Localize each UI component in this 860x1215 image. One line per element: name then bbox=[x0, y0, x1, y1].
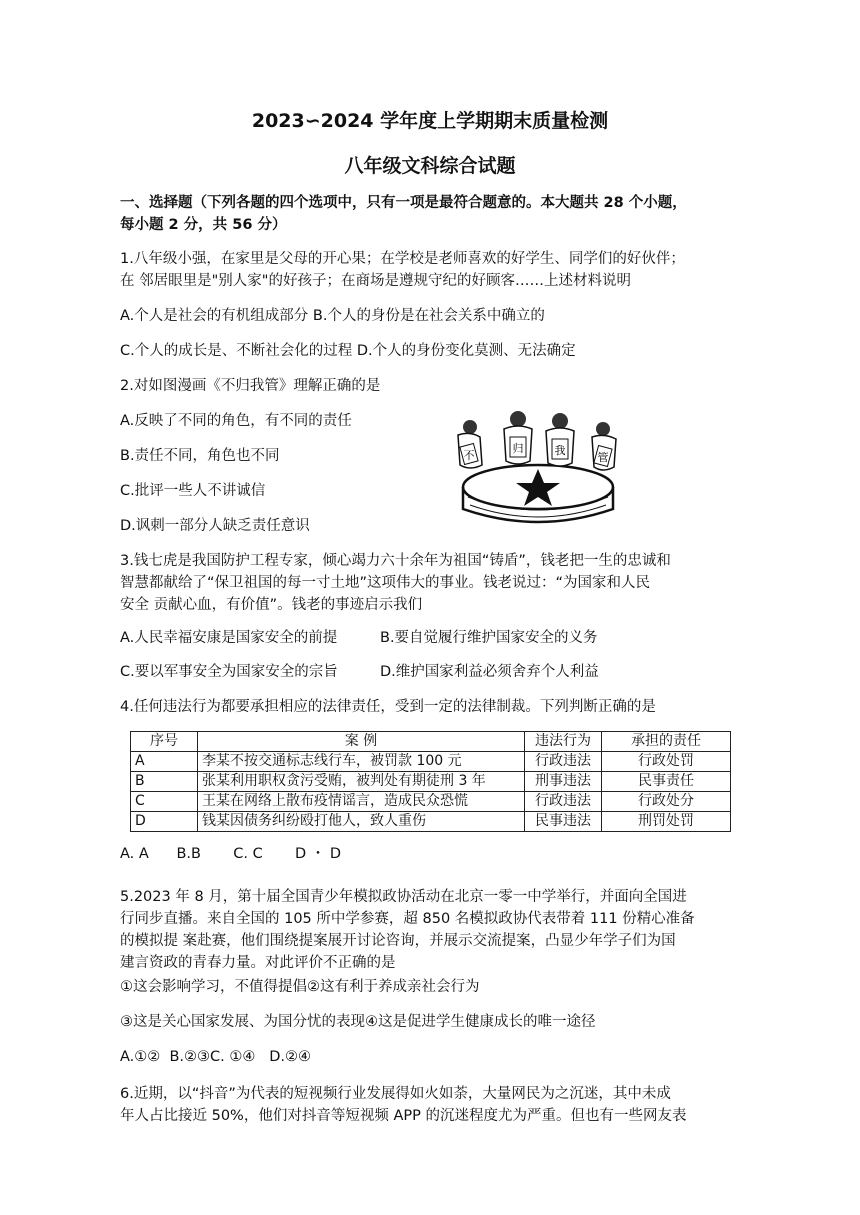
q6-stem-line1: 6.近期，以“抖音”为代表的短视频行业发展得如火如荼，大量网民为之沉迷，其中未成 bbox=[120, 1086, 671, 1102]
table-header-row bbox=[131, 732, 731, 752]
table-cell: B bbox=[131, 772, 198, 792]
table-header-cell: 承担的责任 bbox=[602, 732, 731, 752]
cartoon-char-1: 不 bbox=[463, 449, 475, 462]
q5-stem-line1: 5.2023 年 8 月，第十届全国青少年模拟政协活动在北京一零一中学举行，并面向全国进 bbox=[120, 889, 687, 905]
table-cell: 钱某因债务纠纷殴打他人，致人重伤 bbox=[198, 812, 525, 832]
section-heading-line2: 每小题 2 分，共 56 分） bbox=[120, 217, 287, 233]
q5-items-34: ③这是关心国家发展、为国分忧的表现④这是促进学生健康成长的唯一途径 bbox=[120, 1014, 596, 1030]
table-cell: 行政处分 bbox=[602, 792, 731, 812]
table-cell: 行政违法 bbox=[525, 752, 602, 772]
q2-option-a: A.反映了不同的角色，有不同的责任 bbox=[120, 413, 352, 429]
table-header-cell: 违法行为 bbox=[525, 732, 602, 752]
q2-option-d: D.讽刺一部分人缺乏责任意识 bbox=[120, 518, 310, 534]
table-row bbox=[131, 792, 731, 812]
q5-stem-line2: 行同步直播。来自全国的 105 所中学参赛，超 850 名模拟政协代表带着 111 份精心准备 bbox=[120, 911, 695, 927]
q2-option-c: C.批评一些人不讲诚信 bbox=[120, 483, 266, 499]
exam-title: 2023∽2024 学年度上学期期末质量检测 bbox=[251, 110, 609, 132]
table-cell: 刑事违法 bbox=[525, 772, 602, 792]
q2-option-b: B.责任不同，角色也不同 bbox=[120, 448, 280, 464]
q1-stem-line1: 1.八年级小强，在家里是父母的开心果；在学校是老师喜欢的好学生、同学们的好伙伴； bbox=[120, 251, 685, 267]
exam-subtitle: 八年级文科综合试题 bbox=[344, 155, 516, 177]
table-header-cell: 案 例 bbox=[198, 732, 525, 752]
cartoon-char-2: 归 bbox=[512, 442, 524, 455]
cartoon-figure-3 bbox=[546, 413, 574, 466]
q4-options: A. A B.B C. C D ・ D bbox=[120, 846, 342, 862]
table-cell: 民事责任 bbox=[602, 772, 731, 792]
q3-option-b: B.要自觉履行维护国家安全的义务 bbox=[380, 630, 598, 646]
q3-option-a: A.人民幸福安康是国家安全的前提 bbox=[120, 630, 338, 646]
cartoon-figure-2 bbox=[504, 411, 532, 464]
q1-options-ab: A.个人是社会的有机组成部分 B.个人的身份是在社会关系中确立的 bbox=[120, 308, 545, 324]
table-cell: 行政违法 bbox=[525, 792, 602, 812]
q4-stem: 4.任何违法行为都要承担相应的法律责任，受到一定的法律制裁。下列判断正确的是 bbox=[120, 699, 656, 715]
table-row bbox=[131, 812, 731, 832]
section-heading-line1: 一、选择题（下列各题的四个选项中，只有一项是最符合题意的。本大题共 28 个小题， bbox=[120, 195, 687, 211]
table-cell: 王某在网络上散布疫情谣言，造成民众恐慌 bbox=[198, 792, 525, 812]
table-cell: C bbox=[131, 792, 198, 812]
q3-stem-line2: 智慧都献给了“保卫祖国的每一寸土地”这项伟大的事业。钱老说过：“为国家和人民 bbox=[120, 575, 651, 591]
cartoon-image bbox=[448, 405, 628, 527]
q3-option-d: D.维护国家利益必须舍弃个人利益 bbox=[380, 664, 599, 680]
q3-stem-line3: 安全 贡献心血，有价值”。钱老的事迹启示我们 bbox=[120, 597, 423, 613]
q5-items-12: ①这会影响学习，不值得提倡②这有利于养成亲社会行为 bbox=[120, 979, 480, 995]
table-cell: 民事违法 bbox=[525, 812, 602, 832]
q6-stem-line2: 年人占比接近 50%，他们对抖音等短视频 APP 的沉迷程度尤为严重。但也有一些网友表 bbox=[120, 1108, 687, 1124]
table-cell: 李某不按交通标志线行车，被罚款 100 元 bbox=[198, 752, 525, 772]
table-row bbox=[131, 752, 731, 772]
q1-stem-line2: 在 邻居眼里是"别人家"的好孩子；在商场是遵规守纪的好顾客……上述材料说明 bbox=[120, 273, 631, 289]
table-cell: 行政处罚 bbox=[602, 752, 731, 772]
table-cell: A bbox=[131, 752, 198, 772]
table-cell: 张某利用职权贪污受贿，被判处有期徒刑 3 年 bbox=[198, 772, 525, 792]
table-row bbox=[131, 772, 731, 792]
table-header-cell: 序号 bbox=[131, 732, 198, 752]
q5-stem-line4: 建言资政的青春力量。对此评价不正确的是 bbox=[120, 955, 396, 971]
table-cell: D bbox=[131, 812, 198, 832]
q4-case-table bbox=[130, 731, 731, 832]
table-cell: 刑罚处罚 bbox=[602, 812, 731, 832]
q5-stem-line3: 的模拟提 案赴赛，他们围绕提案展开讨论咨询，并展示交流提案，凸显少年学子们为国 bbox=[120, 933, 676, 949]
q3-stem-line1: 3.钱七虎是我国防护工程专家，倾心竭力六十余年为祖国“铸盾”，钱老把一生的忠诚和 bbox=[120, 553, 671, 569]
cartoon-char-4: 管 bbox=[597, 451, 609, 464]
q1-options-cd: C.个人的成长是、不断社会化的过程 D.个人的身份变化莫测、无法确定 bbox=[120, 343, 576, 359]
q2-stem: 2.对如图漫画《不归我管》理解正确的是 bbox=[120, 378, 381, 394]
q3-option-c: C.要以军事安全为国家安全的宗旨 bbox=[120, 664, 338, 680]
q5-options: A.①② B.②③C. ①④ D.②④ bbox=[120, 1049, 311, 1065]
cartoon-char-3: 我 bbox=[554, 444, 566, 457]
